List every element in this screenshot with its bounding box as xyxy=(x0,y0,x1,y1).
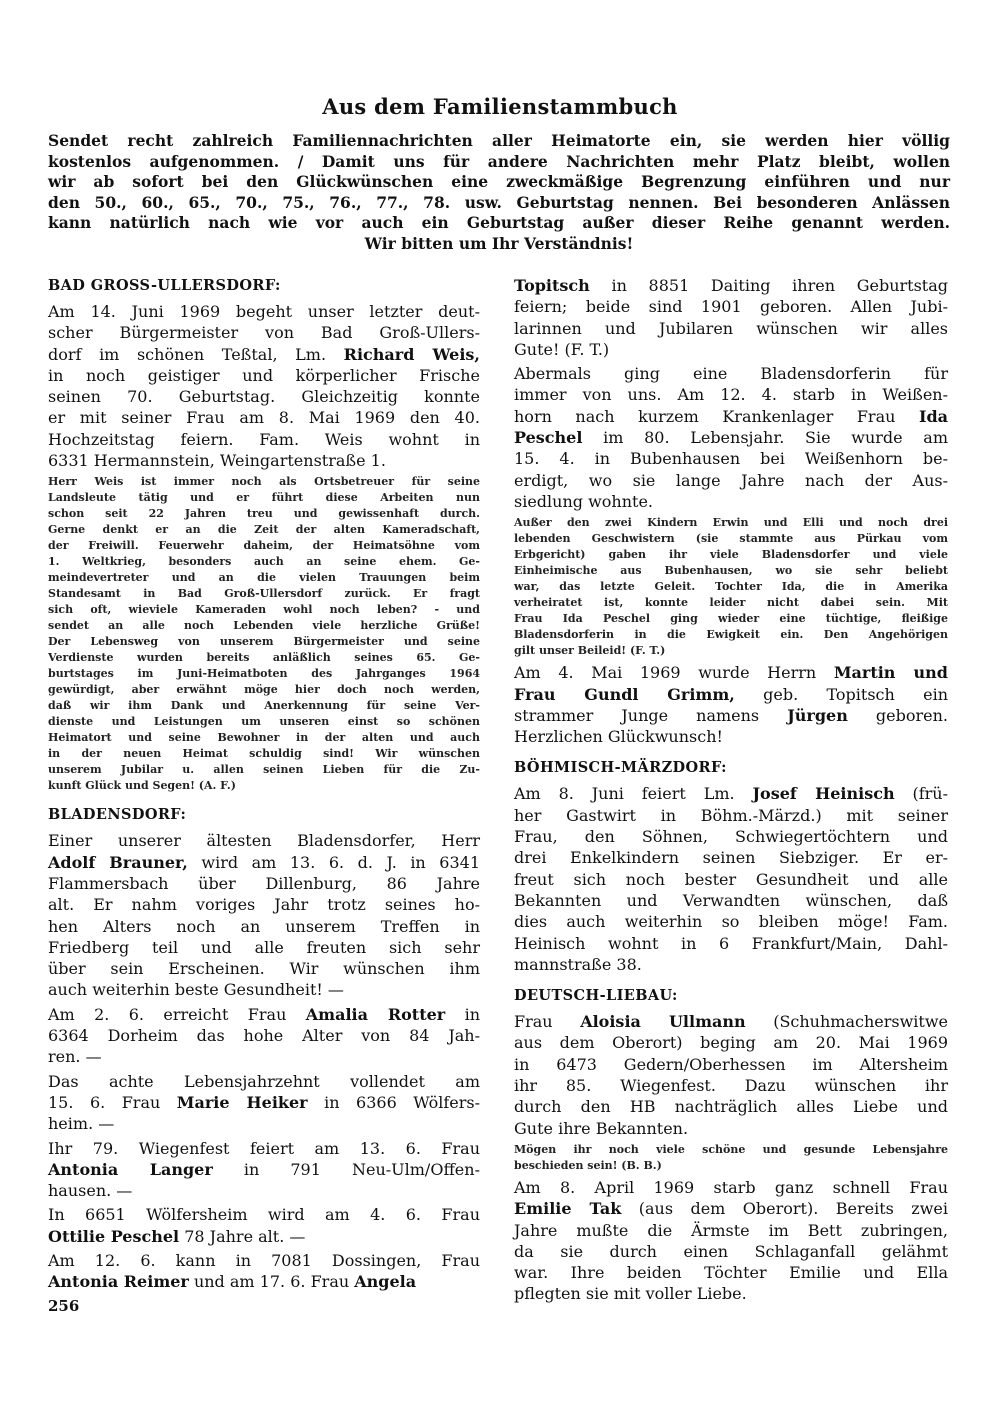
text-line xyxy=(514,662,948,683)
text-run: Hochzeitstag feiern. Fam. Weis wohnt in xyxy=(48,429,480,449)
text-line xyxy=(48,1271,480,1292)
text-run: horn nach kurzem Krankenlager Frau xyxy=(514,406,919,426)
text-run: Der Lebensweg von unserem Bürgermeister und seine xyxy=(48,635,480,649)
text-line xyxy=(48,538,480,554)
text-line xyxy=(48,602,480,618)
bold-name: Topitsch xyxy=(514,276,590,295)
text-run: (Schuhmacherswitwe xyxy=(745,1012,948,1032)
text-line xyxy=(48,1159,480,1180)
text-line xyxy=(48,522,480,538)
small-print-paragraph xyxy=(48,474,480,794)
text-run: Heinisch wohnt in 6 Frankfurt/Main, Dahl- xyxy=(514,933,948,953)
text-line xyxy=(514,1032,948,1053)
text-run: seinen 70. Geburtstag. Gleichzeitig konnte xyxy=(48,387,480,407)
page-title: Aus dem Familienstammbuch xyxy=(322,94,678,119)
text-run: In 6651 Wölfersheim wird am 4. 6. Frau xyxy=(48,1205,480,1225)
text-line xyxy=(48,778,480,794)
text-run: hen Alters noch an unserem Treffen in xyxy=(48,916,480,936)
text-run: heim. — xyxy=(48,1114,115,1134)
text-run: Am 2. 6. erreicht Frau xyxy=(48,1004,306,1024)
text-line xyxy=(48,407,480,428)
text-run: in 791 Neu-Ulm/Offen- xyxy=(212,1159,480,1179)
text-line xyxy=(48,746,480,762)
text-line xyxy=(514,296,948,317)
text-line xyxy=(514,1011,948,1032)
text-run: kunft Glück und Segen! (A. F.) xyxy=(48,779,236,793)
text-line xyxy=(514,318,948,339)
text-line xyxy=(48,830,480,851)
text-line xyxy=(48,213,950,234)
bold-name: Marie Heiker xyxy=(176,1092,308,1112)
text-run: BAD GROSS-ULLERSDORF: xyxy=(48,277,281,294)
text-run: über sein Erscheinen. Wir wünschen ihm xyxy=(48,959,480,979)
text-run: dies auch weiterhin so bleiben möge! Fam. xyxy=(514,912,948,932)
paragraph xyxy=(514,1177,948,1305)
intro-notice xyxy=(48,131,950,254)
text-run: verheiratet ist, konnte leider nicht dabei sein. Mit xyxy=(514,596,948,610)
text-line xyxy=(514,911,948,932)
text-line xyxy=(48,730,480,746)
bold-name: Richard Weis, xyxy=(343,344,480,364)
text-line xyxy=(514,515,948,531)
text-run: siedlung wohnte. xyxy=(514,491,654,511)
paragraph xyxy=(514,662,948,747)
text-run: daß wir ihm Dank und Anerkennung für seine Ver- xyxy=(48,699,480,713)
text-run: meindevertreter und an die vielen Trauungen beim xyxy=(48,571,480,585)
text-line xyxy=(514,826,948,847)
text-run: sendet an alle noch Lebenden viele herzliche Grüße! xyxy=(48,619,480,633)
text-run: BÖHMISCH-MÄRZDORF: xyxy=(514,759,727,777)
text-run: kann natürlich nach wie vor auch ein Geburtstag außer dieser Reihe genannt werden. xyxy=(48,213,950,232)
text-run: hausen. — xyxy=(48,1181,133,1201)
text-run: (aus dem Oberort). Bereits zwei xyxy=(621,1199,949,1219)
text-line xyxy=(48,365,480,386)
text-line xyxy=(514,339,948,360)
text-run: scher Bürgermeister von Bad Groß-Ullers- xyxy=(48,323,480,343)
text-run: freut sich noch bester Gesundheit und alle xyxy=(514,869,948,889)
text-run: Gerne denkt er an die Zeit der alten Kameradschaft, xyxy=(48,523,480,537)
small-print-paragraph xyxy=(514,1142,948,1174)
text-line xyxy=(48,450,480,471)
text-run: immer von uns. Am 12. 4. starb in Weißen- xyxy=(514,385,948,405)
text-line xyxy=(514,890,948,911)
bold-name: Ida xyxy=(918,406,948,426)
text-line xyxy=(514,1283,948,1304)
text-line xyxy=(514,869,948,890)
text-run: Am 12. 6. kann in 7081 Dossingen, Frau xyxy=(48,1251,480,1271)
text-line xyxy=(514,757,948,778)
text-line xyxy=(514,531,948,547)
text-run: Standesamt in Bad Groß-Ullersdorf zurück. Er fragt xyxy=(48,587,480,601)
text-line xyxy=(48,322,480,343)
text-run: beschieden sein! (B. B.) xyxy=(514,1158,662,1172)
text-line xyxy=(48,131,950,152)
text-run: Am 4. Mai 1969 wurde Herrn xyxy=(514,663,834,683)
text-run: in xyxy=(445,1004,480,1024)
text-line xyxy=(48,682,480,698)
text-run: aus dem Oberort) beging am 20. Mai 1969 xyxy=(514,1033,948,1053)
bold-name: Adolf Brauner, xyxy=(48,852,188,872)
text-run: Jahre mußte die Ärmste im Bett zubringen, xyxy=(514,1220,948,1240)
text-run: in 6473 Gedern/Oberhessen im Altersheim xyxy=(514,1054,948,1074)
bold-name: Josef Heinisch xyxy=(752,784,895,804)
text-line xyxy=(48,1004,480,1025)
text-run: war. Ihre beiden Töchter Emilie und Ella xyxy=(514,1263,948,1283)
text-run: in noch geistiger und körperlicher Frische xyxy=(48,365,480,385)
text-run: unserem Jubilar u. allen seinen Lieben für die Zu- xyxy=(48,763,480,777)
text-run: Außer den zwei Kindern Erwin und Elli und noch drei xyxy=(514,516,948,530)
text-run: Das achte Lebensjahrzehnt vollendet am xyxy=(48,1071,480,1091)
text-run: Herzlichen Glückwunsch! xyxy=(514,727,723,747)
text-run: Flammersbach über Dillenburg, 86 Jahre xyxy=(48,873,480,893)
text-run: Einheimische aus Bubenhausen, wo sie sehr beliebt xyxy=(514,564,948,578)
bold-name: Antonia Reimer xyxy=(48,1272,189,1292)
text-line xyxy=(514,643,948,659)
left-column xyxy=(48,275,480,1296)
bold-name: Antonia Langer xyxy=(48,1159,213,1179)
text-run: wird am 13. 6. d. J. in 6341 xyxy=(187,852,480,872)
text-run: 1. Weltkrieg, besonders auch an seine ehem. Ge- xyxy=(48,555,480,569)
text-run: 15. 6. Frau xyxy=(48,1092,177,1112)
text-run: Gute ihre Bekannten. xyxy=(514,1118,689,1138)
text-line xyxy=(48,474,480,490)
text-run: war, das letzte Geleit. Tochter Ida, die in Amerika xyxy=(514,580,948,594)
text-line xyxy=(48,586,480,602)
bold-name: Peschel xyxy=(514,428,583,448)
text-line xyxy=(514,705,948,726)
text-line xyxy=(514,933,948,954)
text-run: DEUTSCH-LIEBAU: xyxy=(514,987,678,1005)
small-print-paragraph xyxy=(514,515,948,659)
text-line xyxy=(48,937,480,958)
text-run: geboren. xyxy=(847,705,948,725)
text-run: Mögen ihr noch viele schöne und gesunde Lebensjahre xyxy=(514,1142,948,1156)
text-line xyxy=(514,1075,948,1096)
text-run: auch weiterhin beste Gesundheit! — xyxy=(48,980,344,1000)
text-run: larinnen und Jubilaren wünschen wir alles xyxy=(514,318,948,338)
paragraph xyxy=(514,783,948,975)
text-line xyxy=(514,985,948,1006)
text-line xyxy=(514,611,948,627)
text-run: gilt unser Beileid! (F. T.) xyxy=(514,644,666,658)
text-run: Am 14. Juni 1969 begeht unser letzter deut- xyxy=(48,302,480,321)
text-run: durch den HB nachträglich alles Liebe und xyxy=(514,1097,948,1117)
text-run: wir ab sofort bei den Glückwünschen eine zweckmäßige Begrenzung einführen und nur xyxy=(48,172,950,191)
text-line xyxy=(514,491,948,512)
text-run: Wir bitten um Ihr Verständnis! xyxy=(364,233,634,253)
bold-name: Ottilie Peschel xyxy=(48,1226,180,1246)
text-line xyxy=(48,1226,480,1247)
text-line xyxy=(514,563,948,579)
text-line xyxy=(48,650,480,666)
section-heading xyxy=(48,804,480,825)
text-run: in 8851 Daiting ihren Geburtstag xyxy=(589,276,948,295)
text-run: Am 8. Juni feiert Lm. xyxy=(514,784,753,804)
text-line xyxy=(514,954,948,975)
bold-name: Martin und xyxy=(833,663,948,683)
text-run: sich oft, wieviele Kameraden wohl noch leben? - und xyxy=(48,603,480,617)
paragraph xyxy=(48,1250,480,1293)
paragraph xyxy=(48,1071,480,1135)
text-run: und am 17. 6. Frau xyxy=(188,1272,355,1292)
text-line xyxy=(514,547,948,563)
text-line xyxy=(48,152,950,173)
text-line xyxy=(48,1046,480,1067)
text-line xyxy=(514,1262,948,1283)
text-line xyxy=(514,847,948,868)
text-line xyxy=(514,579,948,595)
text-run: 6364 Dorheim das hohe Alter von 84 Jah- xyxy=(48,1026,480,1046)
text-run: Herr Weis ist immer noch als Ortsbetreuer für seine xyxy=(48,475,480,489)
text-run: Erbgericht) gaben ihr viele Bladensdorfer und viele xyxy=(514,548,948,562)
text-line xyxy=(48,506,480,522)
text-line xyxy=(48,275,480,296)
text-line xyxy=(48,714,480,730)
text-line xyxy=(48,1071,480,1092)
bold-name: Jürgen xyxy=(787,705,848,725)
text-run: erdigt, wo sie lange Jahre nach der Aus- xyxy=(514,470,948,490)
text-line xyxy=(48,979,480,1000)
text-line xyxy=(48,1204,480,1225)
text-run: ren. — xyxy=(48,1047,102,1067)
text-line xyxy=(514,1096,948,1117)
text-line xyxy=(48,1025,480,1046)
text-run: lebenden Geschwistern (sie stammte aus Pürkau vom xyxy=(514,532,948,546)
text-run: er mit seiner Frau am 8. Mai 1969 den 40. xyxy=(48,408,480,428)
text-line xyxy=(514,726,948,747)
text-line xyxy=(514,595,948,611)
text-run: 6331 Hermannstein, Weingartenstraße 1. xyxy=(48,451,386,471)
text-run: (frü- xyxy=(894,784,949,804)
text-run: alt. Er nahm voriges Jahr trotz seines ho- xyxy=(48,895,480,915)
text-line xyxy=(48,570,480,586)
text-run: kostenlos aufgenommen. / Damit uns für andere Nachrichten mehr Platz bleibt, wollen xyxy=(48,151,950,171)
paragraph xyxy=(514,363,948,512)
bold-name: Amalia Rotter xyxy=(305,1004,446,1024)
text-line xyxy=(48,804,480,825)
text-line xyxy=(48,1180,480,1201)
text-run: 78 Jahre alt. — xyxy=(179,1226,306,1246)
paragraph xyxy=(48,1204,480,1247)
text-line xyxy=(48,958,480,979)
text-line xyxy=(48,193,950,214)
paragraph xyxy=(48,1138,480,1202)
text-run: Ihr 79. Wiegenfest feiert am 13. 6. Frau xyxy=(48,1138,480,1158)
text-line xyxy=(48,698,480,714)
text-run: der Freiwill. Feuerwehr daheim, der Heimatsöhne vom xyxy=(48,539,480,553)
text-line xyxy=(514,406,948,427)
text-run: strammer Junge namens xyxy=(514,705,788,725)
text-line xyxy=(48,1113,480,1134)
page-number: 256 xyxy=(48,1297,80,1315)
text-run: Landsleute tätig und er führt diese Arbeiten nun xyxy=(48,491,480,505)
text-run: 15. 4. in Bubenhausen bei Weißenhorn be- xyxy=(514,449,948,469)
paragraph xyxy=(48,830,480,1000)
text-run: ihr 85. Wiegenfest. Dazu wünschen ihr xyxy=(514,1076,948,1096)
text-line xyxy=(48,762,480,778)
text-run: geb. Topitsch ein xyxy=(734,684,948,704)
paragraph xyxy=(48,301,480,471)
bold-name: Aloisia Ullmann xyxy=(580,1012,746,1032)
text-run: Friedberg teil und alle freuten sich sehr xyxy=(48,937,480,957)
text-line xyxy=(514,1054,948,1075)
text-line xyxy=(514,470,948,491)
text-line xyxy=(48,1250,480,1271)
text-line xyxy=(514,783,948,804)
text-run: in der neuen Heimat schuldig sind! Wir wünschen xyxy=(48,747,480,761)
text-line xyxy=(48,1092,480,1113)
text-run: feiern; beide sind 1901 geboren. Allen Jubi- xyxy=(514,297,948,317)
bold-name: Angela xyxy=(354,1272,417,1292)
text-line xyxy=(48,852,480,873)
text-line xyxy=(48,634,480,650)
text-run: dienste und Leistungen um unseren einst so schönen xyxy=(48,715,480,729)
text-run: da sie durch einen Schlaganfall gelähmt xyxy=(514,1241,948,1261)
text-run: im 80. Lebensjahr. Sie wurde am xyxy=(582,428,948,448)
text-run: Am 8. April 1969 starb ganz schnell Frau xyxy=(514,1177,948,1197)
text-line xyxy=(514,805,948,826)
text-line xyxy=(514,1220,948,1241)
text-line xyxy=(48,1138,480,1159)
text-run: dorf im schönen Teßtal, Lm. xyxy=(48,344,344,364)
text-line xyxy=(514,1177,948,1198)
text-run: schon seit 22 Jahren treu und gewissenhaft durch. xyxy=(48,507,480,521)
text-run: mannstraße 38. xyxy=(514,954,642,974)
text-line xyxy=(514,1142,948,1158)
text-run: Bladensdorferin in die Ewigkeit ein. Den Angehörigen xyxy=(514,628,948,642)
paragraph xyxy=(514,1011,948,1139)
text-line xyxy=(48,344,480,365)
text-line xyxy=(48,234,950,255)
text-line xyxy=(48,894,480,915)
text-run: drei Enkelkindern seinen Siebziger. Er er- xyxy=(514,848,948,868)
text-run: Gute! (F. T.) xyxy=(514,339,610,359)
text-line xyxy=(514,363,948,384)
text-line xyxy=(514,275,948,296)
text-run: gewürdigt, aber erwähnt möge hier doch noch werden, xyxy=(48,683,480,697)
text-line xyxy=(48,386,480,407)
section-heading xyxy=(514,985,948,1006)
text-line xyxy=(514,1241,948,1262)
text-run: Abermals ging eine Bladensdorferin für xyxy=(514,364,948,384)
text-line xyxy=(48,172,950,193)
text-run: Frau xyxy=(514,1012,581,1032)
text-line xyxy=(514,1118,948,1139)
text-run: Heimatort und seine Bewohner in der alten und auch xyxy=(48,731,480,745)
text-run: BLADENSDORF: xyxy=(48,806,187,824)
text-line xyxy=(48,429,480,450)
text-line xyxy=(514,448,948,469)
section-heading xyxy=(514,757,948,778)
text-run: Verdienste wurden bereits anläßlich seines 65. Ge- xyxy=(48,651,480,665)
text-run: her Gastwirt in Böhm.-Märzd.) mit seiner xyxy=(514,805,948,825)
text-line xyxy=(514,427,948,448)
text-line xyxy=(514,1198,948,1219)
text-run: Einer unserer ältesten Bladensdorfer, Herr xyxy=(48,831,480,851)
text-run: Sendet recht zahlreich Familiennachrichten aller Heimatorte ein, sie werden hier völlig xyxy=(48,131,950,150)
text-run: burtstages im Juni-Heimatboten des Jahrganges 1964 xyxy=(48,667,480,681)
text-run: Frau Ida Peschel ging wieder eine tüchtige, fleißige xyxy=(514,612,948,626)
text-run: den 50., 60., 65., 70., 75., 76., 77., 78. usw. Geburtstag nennen. Bei besonderen Anlässen xyxy=(48,192,950,212)
text-line xyxy=(48,916,480,937)
text-line xyxy=(514,684,948,705)
text-run: Bekannten und Verwandten wünschen, daß xyxy=(514,890,948,910)
text-line xyxy=(514,384,948,405)
text-line xyxy=(514,627,948,643)
right-column xyxy=(514,275,948,1308)
bold-name: Frau Gundl Grimm, xyxy=(514,684,735,704)
text-line xyxy=(514,1158,948,1174)
bold-name: Emilie Tak xyxy=(514,1199,622,1219)
text-line xyxy=(48,554,480,570)
text-run: Frau, den Söhnen, Schwiegertöchtern und xyxy=(514,827,948,847)
text-run: pflegten sie mit voller Liebe. xyxy=(514,1284,747,1304)
text-line xyxy=(48,618,480,634)
paragraph xyxy=(48,1004,480,1068)
text-line xyxy=(48,873,480,894)
text-line xyxy=(48,666,480,682)
text-line xyxy=(48,490,480,506)
text-line xyxy=(48,301,480,322)
paragraph xyxy=(514,275,948,360)
section-heading xyxy=(48,275,480,296)
text-run: in 6366 Wölfers- xyxy=(307,1092,481,1112)
